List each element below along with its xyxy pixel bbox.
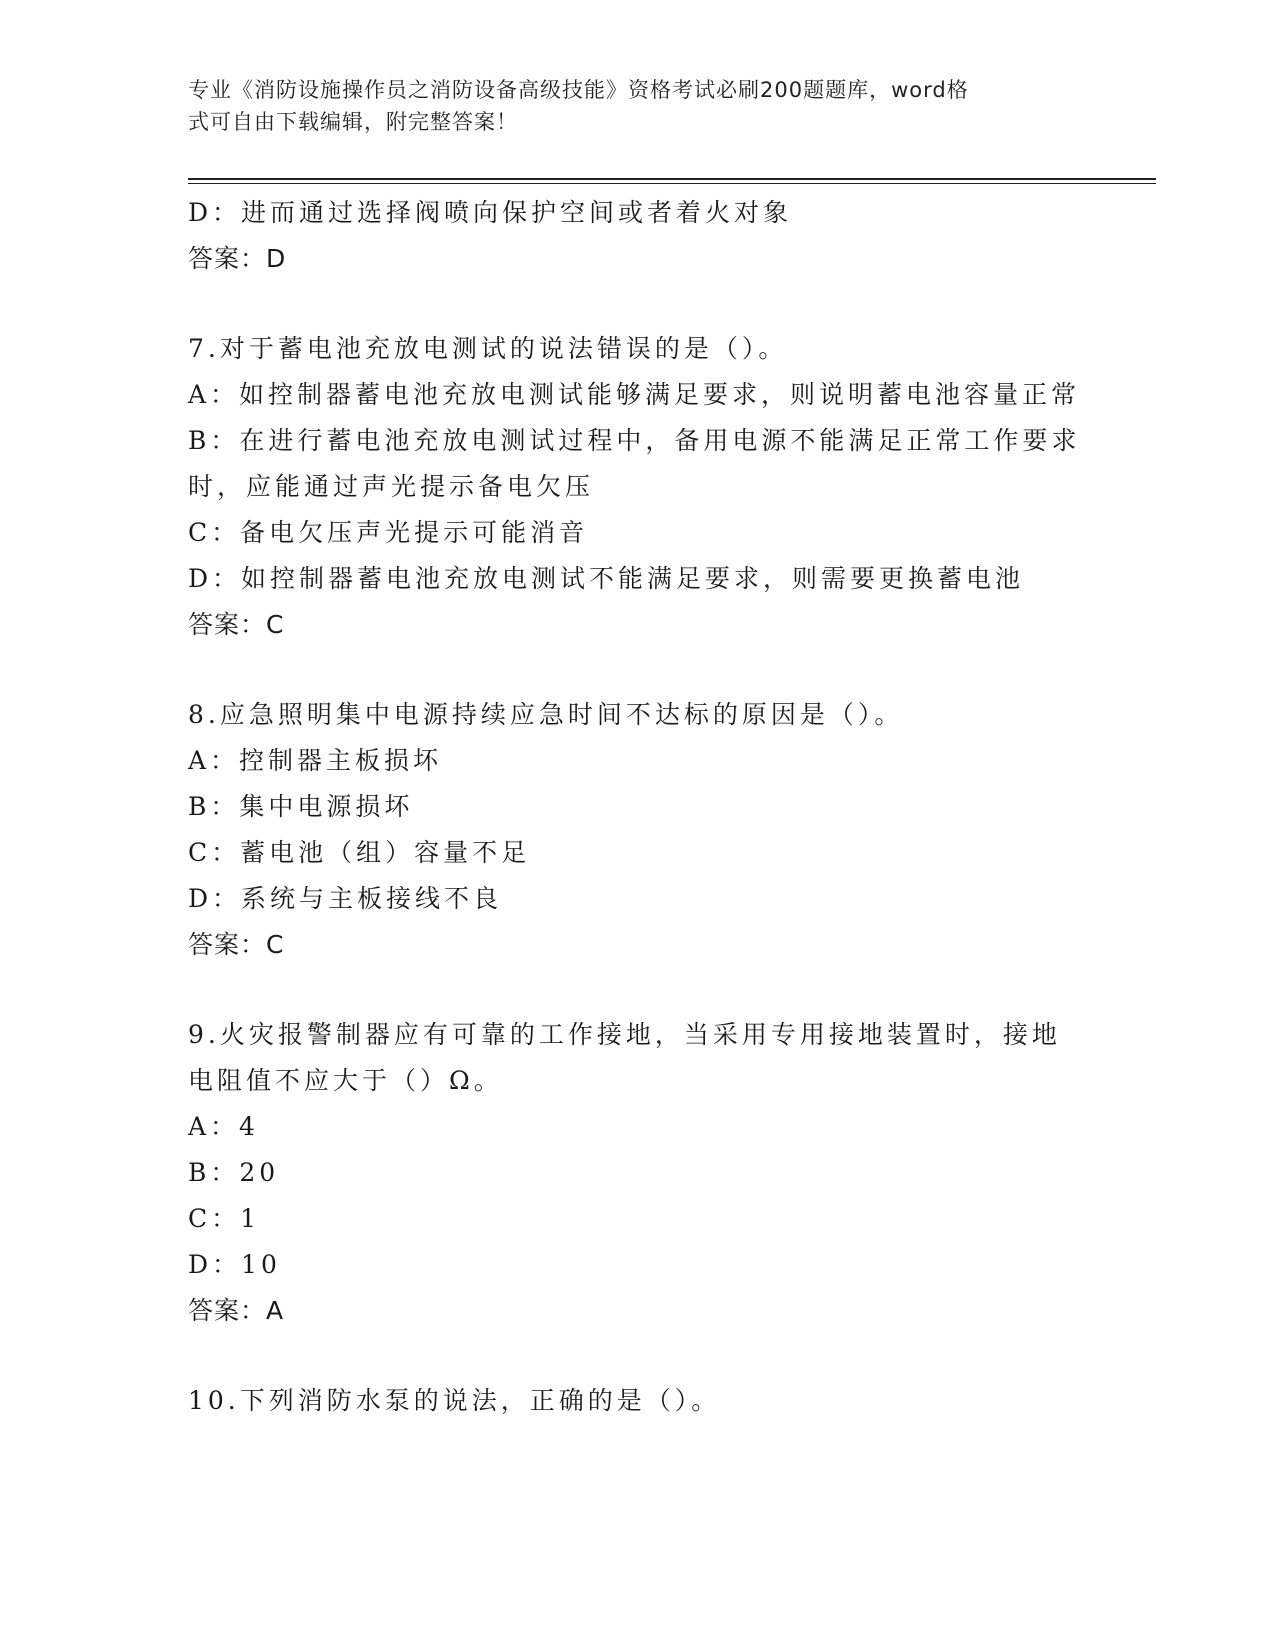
option-c: C：1 (188, 1204, 261, 1233)
option-b: B：20 (188, 1158, 280, 1187)
spacer (188, 648, 1088, 692)
header-divider-thin (188, 183, 1156, 184)
question-8 (188, 692, 1088, 968)
option-c: C：备电欠压声光提示可能消音 (188, 518, 589, 547)
question-text: 7.对于蓄电池充放电测试的说法错误的是（）。 (188, 334, 788, 363)
spacer (188, 968, 1088, 1012)
document-header (188, 74, 1068, 138)
question-list (188, 190, 1088, 1424)
header-line-1: 专业《消防设施操作员之消防设备高级技能》资格考试必刷200题题库，word格 (188, 78, 969, 102)
answer: 答案：A (188, 1296, 285, 1325)
option-d: D：系统与主板接线不良 (188, 884, 503, 913)
question-text: 10.下列消防水泵的说法，正确的是（）。 (188, 1386, 721, 1415)
question-7 (188, 326, 1088, 648)
spacer (188, 282, 1088, 326)
option-a: A：4 (188, 1112, 259, 1141)
question-text-line-2: 电阻值不应大于（）Ω。 (188, 1066, 503, 1095)
option-c: C：蓄电池（组）容量不足 (188, 838, 531, 867)
answer: 答案：C (188, 930, 285, 959)
option-b: B：集中电源损坏 (188, 792, 414, 821)
question-text-line-1: 9.火灾报警制器应有可靠的工作接地，当采用专用接地装置时，接地 (188, 1020, 1061, 1049)
option-d: D：10 (188, 1250, 281, 1279)
answer: 答案：D (188, 244, 287, 273)
option-b-line-1: B：在进行蓄电池充放电测试过程中，备用电源不能满足正常工作要求 (188, 426, 1081, 455)
spacer (188, 1334, 1088, 1378)
answer: 答案：C (188, 610, 285, 639)
question-6-tail (188, 190, 1088, 282)
question-10 (188, 1378, 1088, 1424)
question-9 (188, 1012, 1088, 1334)
option-a: A：如控制器蓄电池充放电测试能够满足要求，则说明蓄电池容量正常 (188, 380, 1081, 409)
question-text: 8.应急照明集中电源持续应急时间不达标的原因是（）。 (188, 700, 904, 729)
option-a: A：控制器主板损坏 (188, 746, 443, 775)
header-divider-thick (188, 178, 1156, 180)
option-b-line-2: 时，应能通过声光提示备电欠压 (188, 472, 595, 501)
option-d: D：如控制器蓄电池充放电测试不能满足要求，则需要更换蓄电池 (188, 564, 1025, 593)
option-d: D：进而通过选择阀喷向保护空间或者着火对象 (188, 198, 793, 227)
header-line-2: 式可自由下载编辑，附完整答案！ (188, 110, 518, 134)
